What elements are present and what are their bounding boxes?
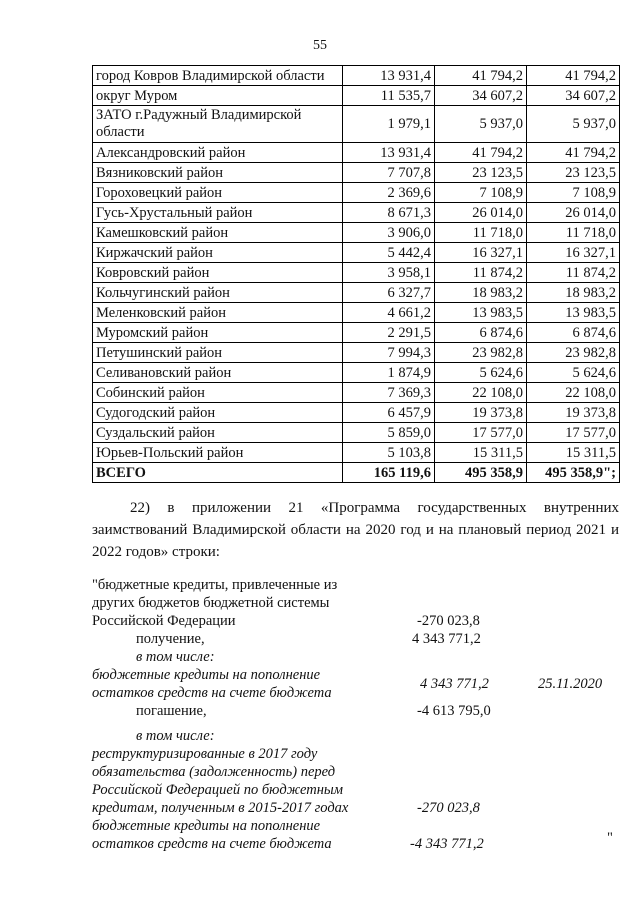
value-cell-2: 41 794,2: [435, 66, 527, 86]
excerpt-line-7: остатков средств на счете бюджета: [92, 685, 332, 701]
region-name-cell: Кольчугинский район: [93, 283, 343, 303]
value-cell-1: 165 119,6: [343, 463, 435, 483]
table-total-row: [93, 463, 620, 483]
value-cell-1: 3 906,0: [343, 223, 435, 243]
page-number: 55: [313, 38, 327, 53]
table-row: [93, 383, 620, 403]
value-cell-3: 23 982,8: [527, 343, 620, 363]
region-name-cell: Вязниковский район: [93, 163, 343, 183]
value-cell-1: 5 103,8: [343, 443, 435, 463]
value-cell-2: 495 358,9: [435, 463, 527, 483]
region-name-cell: Гороховецкий район: [93, 183, 343, 203]
value-cell-2: 22 108,0: [435, 383, 527, 403]
table-row: [93, 443, 620, 463]
excerpt-line-repayment: погашение,: [136, 703, 207, 719]
excerpt-value-receipt: 4 343 771,2: [412, 631, 481, 647]
value-cell-2: 15 311,5: [435, 443, 527, 463]
table-row: [93, 323, 620, 343]
value-cell-3: 41 794,2: [527, 66, 620, 86]
table-row: [93, 243, 620, 263]
excerpt-line-11: обязательства (задолженность) перед: [92, 764, 336, 780]
region-name-cell: Суздальский район: [93, 423, 343, 443]
region-name-cell: Камешковский район: [93, 223, 343, 243]
value-cell-2: 11 718,0: [435, 223, 527, 243]
value-cell-1: 7 707,8: [343, 163, 435, 183]
region-name-cell: ЗАТО г.Радужный Владимирской области: [93, 106, 343, 143]
value-cell-1: 2 369,6: [343, 183, 435, 203]
value-cell-2: 19 373,8: [435, 403, 527, 423]
value-cell-1: 8 671,3: [343, 203, 435, 223]
value-cell-2: 5 937,0: [435, 106, 527, 143]
excerpt-line-10: реструктуризированные в 2017 году: [92, 746, 318, 762]
excerpt-value-total: -270 023,8: [417, 613, 480, 629]
region-name-cell: Селивановский район: [93, 363, 343, 383]
value-cell-3: 23 123,5: [527, 163, 620, 183]
value-cell-1: 1 874,9: [343, 363, 435, 383]
value-cell-3: 6 874,6: [527, 323, 620, 343]
allocation-table: [92, 65, 620, 483]
value-cell-2: 13 983,5: [435, 303, 527, 323]
excerpt-including-1: в том числе:: [136, 649, 215, 665]
value-cell-1: 7 994,3: [343, 343, 435, 363]
table-row: [93, 403, 620, 423]
value-cell-2: 17 577,0: [435, 423, 527, 443]
region-name-cell: Собинский район: [93, 383, 343, 403]
region-name-cell: Киржачский район: [93, 243, 343, 263]
value-cell-2: 5 624,6: [435, 363, 527, 383]
value-cell-2: 18 983,2: [435, 283, 527, 303]
value-cell-3: 5 937,0: [527, 106, 620, 143]
excerpt-line-6: бюджетные кредиты на пополнение: [92, 667, 321, 683]
value-cell-3: 34 607,2: [527, 86, 620, 106]
amendment-paragraph-text: 22) в приложении 21 «Программа государственных внутренних заимствований Владимирской области на 2020 год и на плановый период 2021 и 2022 годов» строки:: [92, 500, 619, 560]
value-cell-3: 41 794,2: [527, 143, 620, 163]
table-row: [93, 183, 620, 203]
excerpt-value-repayment: -4 613 795,0: [417, 703, 491, 719]
allocation-table-body: [93, 66, 620, 483]
excerpt-line-receipt: получение,: [136, 631, 205, 647]
value-cell-1: 13 931,4: [343, 143, 435, 163]
table-row: [93, 423, 620, 443]
value-cell-1: 4 661,2: [343, 303, 435, 323]
value-cell-3: 17 577,0: [527, 423, 620, 443]
value-cell-1: 13 931,4: [343, 66, 435, 86]
region-name-cell: Петушинский район: [93, 343, 343, 363]
value-cell-2: 11 874,2: [435, 263, 527, 283]
excerpt-value-15: -4 343 771,2: [410, 836, 484, 852]
value-cell-1: 11 535,7: [343, 86, 435, 106]
excerpt-line-12: Российской Федерацией по бюджетным: [92, 782, 343, 798]
value-cell-1: 6 457,9: [343, 403, 435, 423]
region-name-cell: Муромский район: [93, 323, 343, 343]
value-cell-2: 26 014,0: [435, 203, 527, 223]
table-row: [93, 263, 620, 283]
excerpt-line-3: Российской Федерации: [92, 613, 236, 629]
value-cell-2: 7 108,9: [435, 183, 527, 203]
region-name-cell: Меленковский район: [93, 303, 343, 323]
value-cell-3: 22 108,0: [527, 383, 620, 403]
table-row: [93, 303, 620, 323]
value-cell-2: 41 794,2: [435, 143, 527, 163]
excerpt-line-2: других бюджетов бюджетной системы: [92, 595, 330, 611]
excerpt-date: 25.11.2020: [538, 676, 603, 692]
table-row: [93, 203, 620, 223]
value-cell-1: 6 327,7: [343, 283, 435, 303]
value-cell-1: 5 442,4: [343, 243, 435, 263]
excerpt-line-14: бюджетные кредиты на пополнение: [92, 818, 321, 834]
table-row: [93, 86, 620, 106]
region-name-cell: ВСЕГО: [93, 463, 343, 483]
value-cell-3: 26 014,0: [527, 203, 620, 223]
table-row: [93, 363, 620, 383]
value-cell-3: 495 358,9";: [527, 463, 620, 483]
value-cell-2: 16 327,1: [435, 243, 527, 263]
excerpt-value-7: 4 343 771,2: [420, 676, 489, 692]
region-name-cell: город Ковров Владимирской области: [93, 66, 343, 86]
table-row: [93, 343, 620, 363]
value-cell-3: 18 983,2: [527, 283, 620, 303]
value-cell-3: 5 624,6: [527, 363, 620, 383]
region-name-cell: округ Муром: [93, 86, 343, 106]
region-name-cell: Судогодский район: [93, 403, 343, 423]
table-row: [93, 106, 620, 143]
region-name-cell: Александровский район: [93, 143, 343, 163]
value-cell-1: 5 859,0: [343, 423, 435, 443]
table-row: [93, 163, 620, 183]
value-cell-1: 2 291,5: [343, 323, 435, 343]
region-name-cell: Ковровский район: [93, 263, 343, 283]
value-cell-3: 11 874,2: [527, 263, 620, 283]
value-cell-1: 7 369,3: [343, 383, 435, 403]
table-row: [93, 223, 620, 243]
table-row: [93, 143, 620, 163]
table-row: [93, 66, 620, 86]
excerpt-line-13: кредитам, полученным в 2015-2017 годах: [92, 800, 349, 816]
value-cell-2: 6 874,6: [435, 323, 527, 343]
excerpt-value-13: -270 023,8: [417, 800, 480, 816]
value-cell-1: 3 958,1: [343, 263, 435, 283]
value-cell-3: 11 718,0: [527, 223, 620, 243]
closing-quote: ": [607, 830, 613, 846]
value-cell-3: 13 983,5: [527, 303, 620, 323]
value-cell-2: 23 982,8: [435, 343, 527, 363]
excerpt-line-15: остатков средств на счете бюджета: [92, 836, 332, 852]
value-cell-2: 34 607,2: [435, 86, 527, 106]
region-name-cell: Гусь-Хрустальный район: [93, 203, 343, 223]
value-cell-2: 23 123,5: [435, 163, 527, 183]
table-row: [93, 283, 620, 303]
excerpt-including-2: в том числе:: [136, 728, 215, 744]
amendment-paragraph: [92, 497, 619, 563]
value-cell-1: 1 979,1: [343, 106, 435, 143]
value-cell-3: 15 311,5: [527, 443, 620, 463]
value-cell-3: 16 327,1: [527, 243, 620, 263]
excerpt-line-1: "бюджетные кредиты, привлеченные из: [92, 577, 338, 593]
region-name-cell: Юрьев-Польский район: [93, 443, 343, 463]
value-cell-3: 19 373,8: [527, 403, 620, 423]
value-cell-3: 7 108,9: [527, 183, 620, 203]
